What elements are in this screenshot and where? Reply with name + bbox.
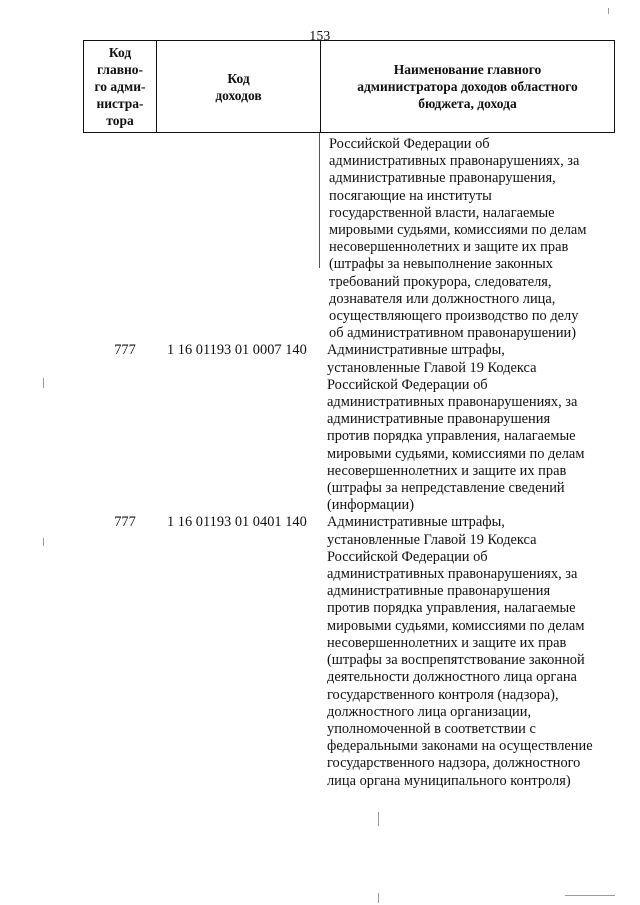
- description-cell: Российской Федерации об административных правонарушениях, за административные правонарушения, посягающие на институты государственной власти, налагаемые мировыми судьями, комиссиями по делам несовершеннолетних и защите их прав (штрафы за невыполнение законных требований прокурора, следователя, дознавателя или должностного лица, осуществляющего производство по делу об административном правонарушении): [329, 136, 587, 342]
- description-cell: Административные штрафы, установленные Главой 19 Кодекса Российской Федерации об административных правонарушениях, за административные правонарушения против порядка управления, налагаемые мировыми судьями, комиссиями по делам несовершеннолетних и защите их прав (штрафы за непредставление сведений (информации): [327, 342, 585, 514]
- header-name-label: Наименование главного администратора доходов областного бюджета, дохода: [357, 62, 578, 111]
- table-row: [0, 136, 640, 342]
- header-admin-code: [84, 41, 156, 132]
- scan-artifact: [378, 812, 379, 826]
- scan-artifact: [43, 378, 44, 388]
- table-row: [0, 514, 640, 789]
- scan-artifact: [378, 893, 379, 903]
- scan-artifact: [608, 8, 609, 14]
- scan-artifact: [43, 538, 44, 546]
- header-admin-code-label: Код главно- го адми- нистра- тора: [94, 45, 146, 128]
- revenue-code-cell: 1 16 01193 01 0401 140: [167, 514, 307, 531]
- admin-code-cell: [83, 136, 167, 342]
- admin-code-cell: 777: [114, 514, 136, 531]
- revenue-code-cell: 1 16 01193 01 0007 140: [167, 342, 307, 359]
- table-body: [0, 136, 640, 790]
- table-header: [83, 40, 615, 133]
- header-name: [320, 41, 614, 132]
- table-row: [0, 342, 640, 514]
- description-cell: Административные штрафы, установленные Главой 19 Кодекса Российской Федерации об административных правонарушениях, за административные правонарушения против порядка управления, налагаемые мировыми судьями, комиссиями по делам несовершеннолетних и защите их прав (штрафы за воспрепятствование законной деятельности должностного лица органа государственного контроля (надзора), должностного лица организации, уполномоченной в соответствии с федеральными законами на осуществление государственного надзора, должностного лица органа муниципального контроля): [327, 514, 593, 789]
- scan-artifact: [565, 895, 615, 896]
- admin-code-cell: 777: [114, 342, 136, 359]
- header-revenue-code-label: Код доходов: [215, 70, 262, 103]
- header-revenue-code: [156, 41, 320, 132]
- revenue-code-cell: [167, 136, 329, 342]
- page-number: 153: [309, 28, 331, 43]
